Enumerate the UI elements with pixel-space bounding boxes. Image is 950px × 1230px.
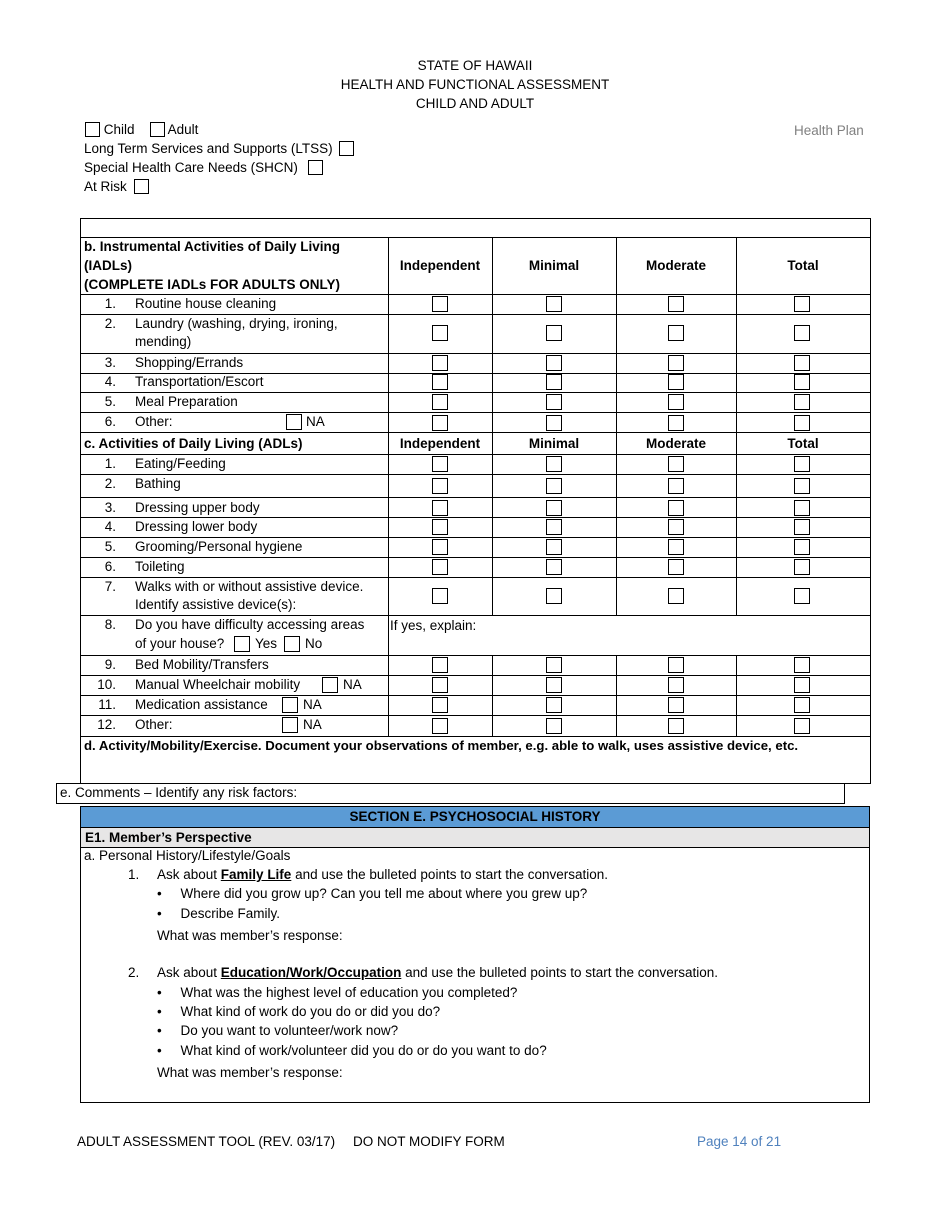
rating-checkbox[interactable] xyxy=(794,697,810,713)
rating-checkbox[interactable] xyxy=(546,456,562,472)
rating-checkbox[interactable] xyxy=(546,539,562,555)
rating-checkbox[interactable] xyxy=(794,657,810,673)
rating-checkbox[interactable] xyxy=(546,588,562,604)
rating-checkbox[interactable] xyxy=(546,697,562,713)
rating-checkbox[interactable] xyxy=(794,718,810,734)
na-label: NA xyxy=(303,697,322,712)
q2-post: and use the bulleted points to start the conversation. xyxy=(401,965,719,980)
rating-checkbox[interactable] xyxy=(432,539,448,555)
rating-checkbox[interactable] xyxy=(668,539,684,555)
row-number: 6. xyxy=(104,414,116,429)
rating-checkbox[interactable] xyxy=(546,374,562,390)
row-label: Do you have difficulty accessing areas xyxy=(135,617,365,632)
rating-checkbox[interactable] xyxy=(546,677,562,693)
at-risk-checkbox[interactable] xyxy=(134,179,149,194)
child-checkbox[interactable] xyxy=(85,122,100,137)
row-label: Dressing lower body xyxy=(135,519,258,534)
row-label: Routine house cleaning xyxy=(135,296,277,311)
rating-checkbox[interactable] xyxy=(432,415,448,431)
na-checkbox[interactable] xyxy=(322,677,338,693)
row-label: Walks with or without assistive device. xyxy=(135,579,364,594)
row-label-cont: mending) xyxy=(135,334,192,349)
rating-checkbox[interactable] xyxy=(432,697,448,713)
row-label: Meal Preparation xyxy=(135,394,238,409)
option-shcn xyxy=(84,160,323,175)
form-header-subtitle: CHILD AND ADULT xyxy=(415,96,535,111)
bullet-item: • Where did you grow up? Can you tell me about where you grew up? xyxy=(157,886,588,901)
rating-checkbox[interactable] xyxy=(794,394,810,410)
rating-checkbox[interactable] xyxy=(794,559,810,575)
rating-checkbox[interactable] xyxy=(432,718,448,734)
column-header: Independent xyxy=(399,436,481,451)
rating-checkbox[interactable] xyxy=(546,559,562,575)
column-rule xyxy=(616,655,617,736)
rating-checkbox[interactable] xyxy=(794,539,810,555)
rating-checkbox[interactable] xyxy=(668,456,684,472)
row-number: 6. xyxy=(104,559,116,574)
q2-number: 2. xyxy=(128,965,140,980)
q1-text xyxy=(157,867,608,882)
rating-checkbox[interactable] xyxy=(668,519,684,535)
rating-checkbox[interactable] xyxy=(432,657,448,673)
rating-checkbox[interactable] xyxy=(432,394,448,410)
table-rule xyxy=(80,557,871,558)
row-number: 3. xyxy=(104,355,116,370)
rating-checkbox[interactable] xyxy=(432,374,448,390)
row-number: 3. xyxy=(104,500,116,515)
section-e-title: SECTION E. PSYCHOSOCIAL HISTORY xyxy=(81,807,869,828)
row-label: Medication assistance xyxy=(135,697,268,712)
at-risk-label: At Risk xyxy=(84,179,127,194)
column-header: Minimal xyxy=(528,258,580,273)
option-ltss xyxy=(84,141,354,156)
rating-checkbox[interactable] xyxy=(794,325,810,341)
option-at-risk xyxy=(84,179,149,194)
table-rule xyxy=(80,432,871,433)
footer-notice: DO NOT MODIFY FORM xyxy=(353,1134,505,1149)
row-label: Bathing xyxy=(135,476,181,491)
no-checkbox[interactable] xyxy=(284,636,300,652)
row-number: 7. xyxy=(104,579,116,594)
personal-history-label: a. Personal History/Lifestyle/Goals xyxy=(84,848,291,863)
rating-checkbox[interactable] xyxy=(432,588,448,604)
bullet-item: • What kind of work/volunteer did you do or do you want to do? xyxy=(157,1043,547,1058)
rating-checkbox[interactable] xyxy=(668,677,684,693)
rating-checkbox[interactable] xyxy=(668,588,684,604)
e1-title: E1. Member’s Perspective xyxy=(81,828,869,848)
rating-checkbox[interactable] xyxy=(794,500,810,516)
rating-checkbox[interactable] xyxy=(794,374,810,390)
rating-checkbox[interactable] xyxy=(546,415,562,431)
row-label: Other: xyxy=(135,414,173,429)
column-header: Independent xyxy=(399,258,481,273)
q2-text xyxy=(157,965,718,980)
table-rule xyxy=(80,715,871,716)
table-rule xyxy=(80,497,871,498)
adl-title: c. Activities of Daily Living (ADLs) xyxy=(84,436,303,451)
adult-checkbox[interactable] xyxy=(150,122,165,137)
row-number: 1. xyxy=(104,296,116,311)
form-header-state: STATE OF HAWAII xyxy=(417,58,533,73)
table-border xyxy=(80,218,81,783)
adult-label: Adult xyxy=(167,122,199,137)
rating-checkbox[interactable] xyxy=(546,478,562,494)
rating-checkbox[interactable] xyxy=(668,355,684,371)
q1-number: 1. xyxy=(128,867,140,882)
row-number: 1. xyxy=(104,456,116,471)
row-label: Shopping/Errands xyxy=(135,355,244,370)
table-rule xyxy=(80,474,871,475)
shcn-label: Special Health Care Needs (SHCN) xyxy=(84,160,298,175)
column-header: Minimal xyxy=(528,436,580,451)
rating-checkbox[interactable] xyxy=(546,355,562,371)
rating-checkbox[interactable] xyxy=(432,677,448,693)
column-header: Moderate xyxy=(645,436,706,451)
ltss-label: Long Term Services and Supports (LTSS) xyxy=(84,141,333,156)
option-child xyxy=(85,122,198,137)
rating-checkbox[interactable] xyxy=(546,500,562,516)
row-label: Bed Mobility/Transfers xyxy=(135,657,269,672)
footer-page-number: Page 14 of 21 xyxy=(697,1134,782,1149)
row-label: Grooming/Personal hygiene xyxy=(135,539,303,554)
row-label: Other: xyxy=(135,717,173,732)
rating-checkbox[interactable] xyxy=(546,394,562,410)
yes-label: Yes xyxy=(255,636,278,651)
rating-checkbox[interactable] xyxy=(668,697,684,713)
rating-checkbox[interactable] xyxy=(794,296,810,312)
iadl-title-abbrev: (IADLs) xyxy=(84,258,132,273)
rating-checkbox[interactable] xyxy=(668,296,684,312)
na-label: NA xyxy=(303,717,322,732)
rating-checkbox[interactable] xyxy=(668,559,684,575)
row-label-cont: Identify assistive device(s): xyxy=(135,597,297,612)
footer-tool-name: ADULT ASSESSMENT TOOL (REV. 03/17) xyxy=(77,1134,336,1149)
row-label: Dressing upper body xyxy=(135,500,260,515)
rating-checkbox[interactable] xyxy=(668,415,684,431)
rating-checkbox[interactable] xyxy=(794,355,810,371)
table-rule xyxy=(80,412,871,413)
q2-pre: Ask about xyxy=(157,965,221,980)
comments-row xyxy=(56,783,845,804)
row-number: 5. xyxy=(104,394,116,409)
row-number: 8. xyxy=(104,617,116,632)
q1-post: and use the bulleted points to start the conversation. xyxy=(291,867,609,882)
na-label: NA xyxy=(306,414,325,429)
column-rule xyxy=(388,237,389,736)
rating-checkbox[interactable] xyxy=(432,456,448,472)
column-rule xyxy=(616,237,617,615)
na-checkbox[interactable] xyxy=(282,717,298,733)
na-checkbox[interactable] xyxy=(282,697,298,713)
no-label: No xyxy=(305,636,323,651)
row-number: 12. xyxy=(97,717,116,732)
comments-label: e. Comments – Identify any risk factors: xyxy=(60,785,298,800)
rating-checkbox[interactable] xyxy=(432,478,448,494)
rating-checkbox[interactable] xyxy=(794,478,810,494)
child-label: Child xyxy=(103,122,135,137)
rating-checkbox[interactable] xyxy=(668,478,684,494)
rating-checkbox[interactable] xyxy=(432,325,448,341)
row-number: 10. xyxy=(97,677,116,692)
row-label: Laundry (washing, drying, ironing, xyxy=(135,316,338,331)
row-number: 2. xyxy=(104,476,116,491)
rating-checkbox[interactable] xyxy=(794,519,810,535)
rating-checkbox[interactable] xyxy=(546,718,562,734)
rating-checkbox[interactable] xyxy=(546,657,562,673)
rating-checkbox[interactable] xyxy=(432,559,448,575)
rating-checkbox[interactable] xyxy=(432,296,448,312)
row-number: 4. xyxy=(104,374,116,389)
na-label: NA xyxy=(343,677,362,692)
q1-pre: Ask about xyxy=(157,867,221,882)
iadl-title: b. Instrumental Activities of Daily Living xyxy=(84,239,341,254)
row-number: 4. xyxy=(104,519,116,534)
rating-checkbox[interactable] xyxy=(546,519,562,535)
rating-checkbox[interactable] xyxy=(432,519,448,535)
activity-label: d. Activity/Mobility/Exercise. Document your observations of member, e.g. able to walk, uses assistive device, etc. xyxy=(84,738,799,753)
rating-checkbox[interactable] xyxy=(668,374,684,390)
column-header: Total xyxy=(787,258,819,273)
bullet-item: • What kind of work do you do or did you do? xyxy=(157,1004,441,1019)
rating-checkbox[interactable] xyxy=(794,677,810,693)
row-number: 5. xyxy=(104,539,116,554)
row-label: Toileting xyxy=(135,559,185,574)
yes-checkbox[interactable] xyxy=(234,636,250,652)
rating-checkbox[interactable] xyxy=(432,500,448,516)
row-label: Eating/Feeding xyxy=(135,456,226,471)
column-header: Moderate xyxy=(645,258,706,273)
row-label: Transportation/Escort xyxy=(135,374,264,389)
shcn-checkbox[interactable] xyxy=(308,160,323,175)
column-rule xyxy=(492,237,493,615)
rating-checkbox[interactable] xyxy=(546,296,562,312)
rating-checkbox[interactable] xyxy=(794,415,810,431)
column-header: Total xyxy=(787,436,819,451)
column-rule xyxy=(736,237,737,615)
q1-topic: Family Life xyxy=(220,867,292,882)
rating-checkbox[interactable] xyxy=(546,325,562,341)
rating-checkbox[interactable] xyxy=(668,500,684,516)
table-border xyxy=(870,218,871,783)
iadl-title-note: (COMPLETE IADLs FOR ADULTS ONLY) xyxy=(84,277,340,292)
rating-checkbox[interactable] xyxy=(432,355,448,371)
health-plan-label: Health Plan xyxy=(794,123,864,138)
section-e-box xyxy=(80,806,870,1103)
explain-label: If yes, explain: xyxy=(390,618,477,633)
q1-response-label: What was member’s response: xyxy=(157,928,343,943)
ltss-checkbox[interactable] xyxy=(339,141,354,156)
bullet-item: • Describe Family. xyxy=(157,906,281,921)
rating-checkbox[interactable] xyxy=(668,718,684,734)
bullet-item: • What was the highest level of education you completed? xyxy=(157,985,518,1000)
q2-response-label: What was member’s response: xyxy=(157,1065,343,1080)
rating-checkbox[interactable] xyxy=(668,394,684,410)
row-label-cont: of your house? xyxy=(135,636,225,651)
q2-topic: Education/Work/Occupation xyxy=(220,965,402,980)
row-number: 11. xyxy=(98,697,116,712)
form-header-title: HEALTH AND FUNCTIONAL ASSESSMENT xyxy=(340,77,610,92)
rating-checkbox[interactable] xyxy=(794,456,810,472)
table-rule xyxy=(80,218,871,219)
column-rule xyxy=(492,655,493,736)
rating-checkbox[interactable] xyxy=(794,588,810,604)
row-number: 9. xyxy=(104,657,116,672)
row-label: Manual Wheelchair mobility xyxy=(135,677,301,692)
rating-checkbox[interactable] xyxy=(668,657,684,673)
bullet-item: • Do you want to volunteer/work now? xyxy=(157,1023,399,1038)
column-rule xyxy=(736,655,737,736)
row-number: 2. xyxy=(104,316,116,331)
na-checkbox[interactable] xyxy=(286,414,302,430)
rating-checkbox[interactable] xyxy=(668,325,684,341)
